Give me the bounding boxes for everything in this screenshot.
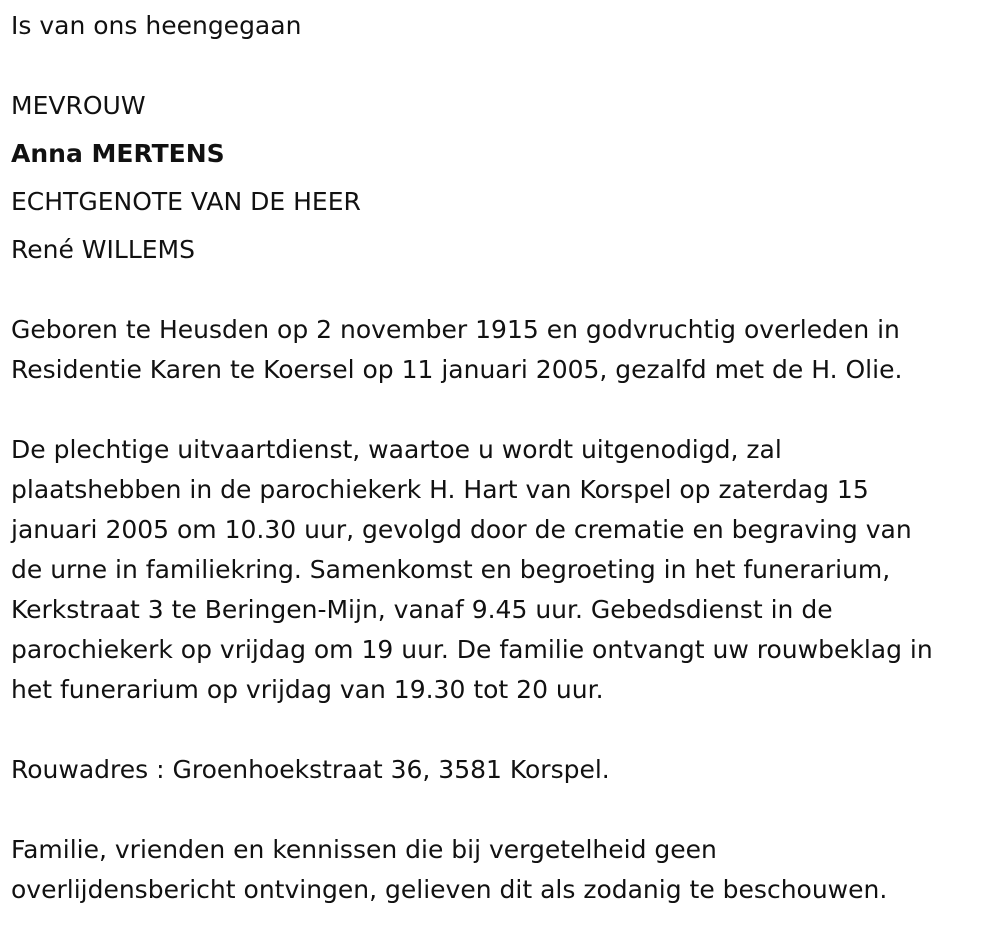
paragraph-line: plaatshebben in de parochiekerk H. Hart van Korspel op zaterdag 15 <box>11 475 869 504</box>
paragraph-line: Kerkstraat 3 te Beringen-Mijn, vanaf 9.45 uur. Gebedsdienst in de <box>11 595 833 624</box>
paragraph-line: januari 2005 om 10.30 uur, gevolgd door de crematie en begraving van <box>11 515 912 544</box>
birth-death-paragraph <box>11 310 996 390</box>
ceremony-paragraph <box>11 430 996 710</box>
paragraph-line: overlijdensbericht ontvingen, gelieven dit als zodanig te beschouwen. <box>11 875 888 904</box>
mourning-address: Rouwadres : Groenhoekstraat 36, 3581 Korspel. <box>11 755 610 784</box>
spouse-name: René WILLEMS <box>11 235 195 264</box>
closing-paragraph <box>11 830 996 910</box>
deceased-title: MEVROUW <box>11 91 146 120</box>
intro-text: Is van ons heengegaan <box>11 11 302 40</box>
paragraph-line: het funerarium op vrijdag van 19.30 tot 20 uur. <box>11 675 604 704</box>
paragraph-line: de urne in familiekring. Samenkomst en begroeting in het funerarium, <box>11 555 891 584</box>
paragraph-line: De plechtige uitvaartdienst, waartoe u wordt uitgenodigd, zal <box>11 435 782 464</box>
paragraph-line: Familie, vrienden en kennissen die bij vergetelheid geen <box>11 835 717 864</box>
paragraph-line: Geboren te Heusden op 2 november 1915 en godvruchtig overleden in <box>11 315 900 344</box>
deceased-name: Anna MERTENS <box>11 139 225 168</box>
relation-text: ECHTGENOTE VAN DE HEER <box>11 187 361 216</box>
paragraph-line: Residentie Karen te Koersel op 11 januari 2005, gezalfd met de H. Olie. <box>11 355 903 384</box>
paragraph-line: parochiekerk op vrijdag om 19 uur. De familie ontvangt uw rouwbeklag in <box>11 635 933 664</box>
